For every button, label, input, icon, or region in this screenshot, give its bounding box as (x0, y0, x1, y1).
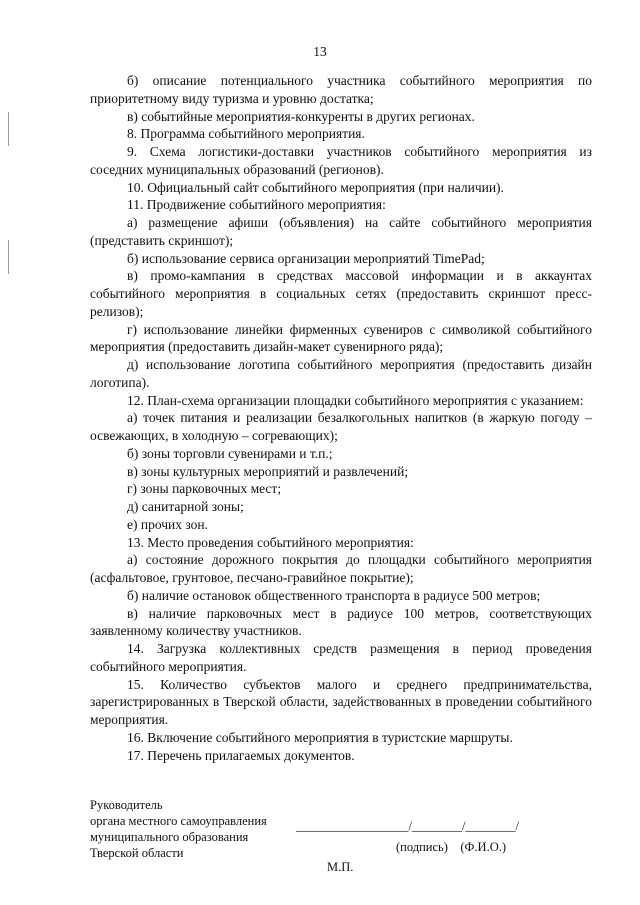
paragraph: 9. Схема логистики-доставки участников событийного мероприятия из соседних муниципальных образований (регионов). (90, 144, 592, 177)
paragraph: в) наличие парковочных мест в радиусе 100 метров, соответствующих заявленному количеству участников. (90, 605, 592, 639)
stamp-placeholder: М.П. (327, 860, 354, 874)
paragraph: в) зоны культурных мероприятий и развлечений; (127, 463, 409, 479)
signature-caption: (подпись) (Ф.И.О.) (396, 840, 507, 854)
paragraph: 10. Официальный сайт событийного мероприятия (при наличии). (127, 179, 504, 195)
paragraph: д) санитарной зоны; (127, 499, 244, 514)
paragraph: б) зоны торговли сувенирами и т.п.; (127, 445, 333, 461)
paragraph: а) точек питания и реализации безалкогольных напитков (в жаркую погоду – освежающих, в холодную – согревающих); (90, 410, 592, 443)
scan-artifact-line (8, 240, 9, 274)
signatory-line: Тверской области (90, 846, 184, 860)
paragraph: б) описание потенциального участника событийного мероприятия по приоритетному виду туризма и уровню достатка; (90, 73, 592, 106)
paragraph: 15. Количество субъектов малого и среднего предпринимательства, зарегистрированных в Тверской области, задействованных в проведении событийного мероприятия. (90, 676, 592, 727)
paragraph: 16. Включение событийного мероприятия в туристские маршруты. (127, 729, 513, 745)
paragraph: г) использование линейки фирменных сувениров с символикой событийного мероприятия (предоставить дизайн-макет сувенирного ряда); (90, 321, 592, 355)
paragraph: 13. Место проведения событийного мероприятия: (127, 534, 414, 550)
paragraph: 11. Продвижение событийного мероприятия: (127, 197, 386, 213)
paragraph: 8. Программа событийного мероприятия. (127, 126, 365, 142)
paragraph: б) использование сервиса организации мероприятий TimePad; (127, 250, 485, 266)
document-body (90, 72, 592, 764)
signatory-line: органа местного самоуправления (90, 814, 267, 828)
signatory-title (90, 797, 267, 861)
paragraph: е) прочих зон. (127, 516, 208, 532)
paragraph: 14. Загрузка коллективных средств размещения в период проведения событийного мероприятия. (90, 641, 592, 674)
paragraph: в) промо-кампания в средствах массовой информации и в аккаунтах событийного мероприятия в социальных сетях (предоставить скриншот пресс-релизов); (90, 268, 592, 319)
scan-artifact-line (8, 112, 9, 146)
paragraph: г) зоны парковочных мест; (127, 481, 282, 497)
page-number: 13 (313, 44, 327, 59)
paragraph: в) событийные мероприятия-конкуренты в других регионах. (127, 108, 475, 124)
signatory-line: муниципального образования (90, 830, 249, 844)
signature-blank: __________________/________/________/ (296, 819, 519, 833)
paragraph: д) использование логотипа событийного мероприятия (предоставить дизайн логотипа). (90, 357, 592, 390)
signatory-line: Руководитель (90, 798, 163, 812)
paragraph: 12. План-схема организации площадки событийного мероприятия с указанием: (127, 392, 584, 408)
paragraph: а) состояние дорожного покрытия до площадки событийного мероприятия (асфальтовое, грунтовое, песчано-гравийное покрытие); (90, 552, 592, 585)
paragraph: б) наличие остановок общественного транспорта в радиусе 500 метров; (127, 587, 541, 603)
paragraph: а) размещение афиши (объявления) на сайте событийного мероприятия (представить скриншот); (90, 215, 592, 248)
paragraph: 17. Перечень прилагаемых документов. (127, 747, 355, 763)
